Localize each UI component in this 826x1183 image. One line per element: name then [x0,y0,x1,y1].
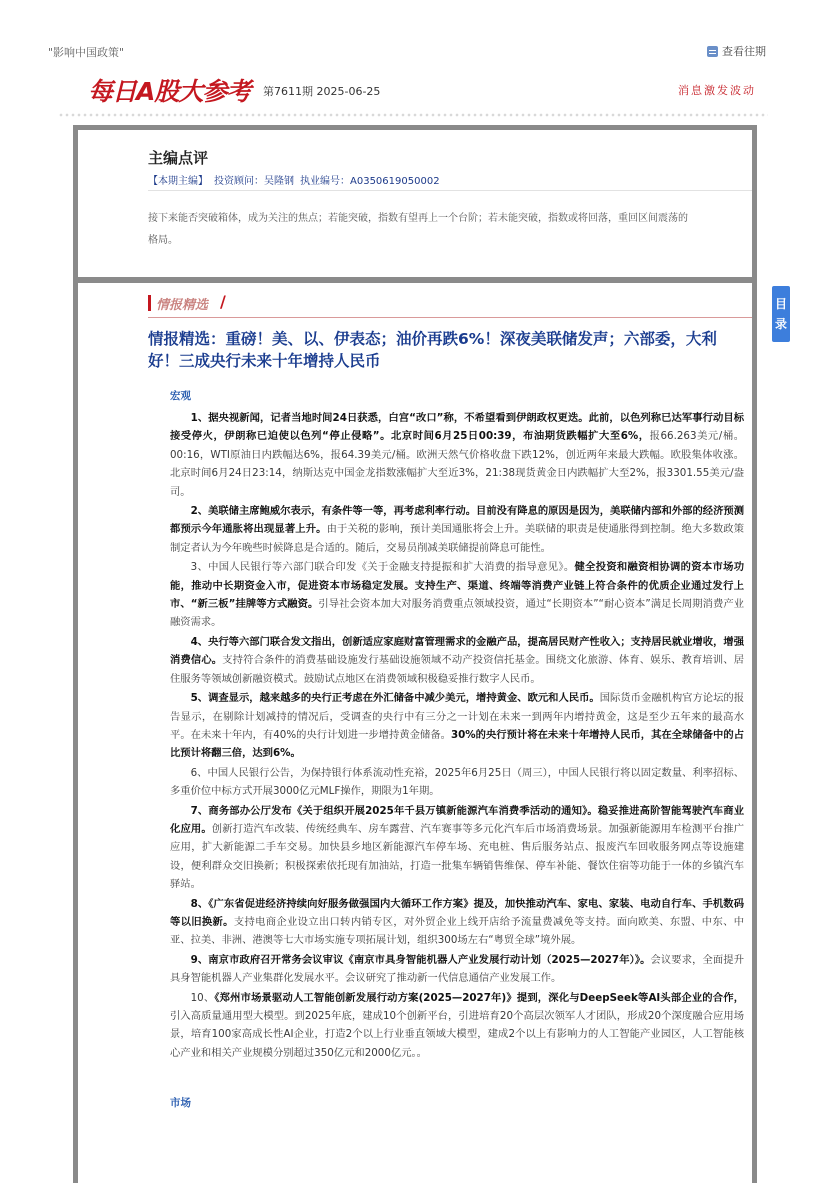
editorial-divider [148,190,752,191]
paragraph: 3、中国人民银行等六部门联合印发《关于金融支持提振和扩大消费的指导意见》。健全投资和融资相协调的资本市场功能，推动中长期资金入市，促进资本市场稳定发展。支持生产、渠道、终端等消费产业链上符合条件的优质企业通过发行上市、“新三板”挂牌等方式融资。引导社会资本加大对服务消费重点领域投资，通过“长期资本”“耐心资本”满足长周期消费产业融资需求。 [170,561,744,629]
paragraph: 5、调查显示，越来越多的央行正考虑在外汇储备中减少美元，增持黄金、欧元和人民币。国际货币金融机构官方论坛的报告显示，在剔除计划减持的情况后，受调查的央行中有三分之一计划在未来一到两年内增持黄金，这是至少五年来的最高水平。在未来十年内，有40%的央行计划进一步增持黄金储备。30%的央行预计将在未来十年增持人民币，其在全球储备中的占比预计将翻三倍，达到6%。 [170,692,744,760]
slogan: 消息激发波动 [678,84,756,97]
news-box [73,278,757,1183]
section-slash: / [220,292,226,311]
dotted-divider [58,112,768,118]
toc-tab-char: 录 [774,317,787,331]
section-label: 情报精选 [156,298,209,313]
archive-link-label: 查看往期 [722,45,766,58]
issue-info: 第7611期 2025-06-25 [263,85,381,98]
section-header [148,292,752,316]
editorial-body: 接下来能否突破箱体，成为关注的焦点；若能突破，指数有望再上一个台阶；若未能突破，指数或将回落，重回区间震荡的格局。 [148,213,688,246]
subhead-market: 市场 [170,1097,191,1109]
section-divider [148,317,752,318]
paragraph: 6、中国人民银行公告，为保持银行体系流动性充裕，2025年6月25日（周三），中国人民银行将以固定数量、利率招标、多重价位中标方式开展3000亿元MLF操作，期限为1年期。 [170,766,744,798]
paragraph: 8、《广东省促进经济持续向好服务做强国内大循环工作方案》提及，加快推动汽车、家电、家装、电动自行车、手机数码等以旧换新。支持电商企业设立出口转内销专区，对外贸企业上线开店给予流量费减免等支持。面向欧美、东盟、中东、中亚、拉美、非洲、港澳等七大市场实施专项拓展计划，组织300场左右“粤贸全球”境外展。 [170,897,745,947]
archive-link[interactable] [707,43,766,59]
top-tag: "影响中国政策" [48,46,125,59]
paragraph: 9、南京市政府召开常务会议审议《南京市具身智能机器人产业发展行动计划（2025—2027年）》。会议要求，全面提升具身智能机器人产业集群化发展水平。会议研究了推动新一代信息通信产业发展工作。 [170,953,744,985]
section-marker [148,295,151,311]
editorial-box [73,125,757,282]
toc-tab-char: 目 [774,297,787,311]
paragraph: 7、商务部办公厅发布《关于组织开展2025年千县万镇新能源汽车消费季活动的通知》。稳妥推进高阶智能驾驶汽车商业化应用。创新打造汽车改装、传统经典车、房车露营、汽车赛事等多元化汽车后市场消费场景。加强新能源用车检测平台推广应用，扩大新能源二手车交易。加快县乡地区新能源汽车停车场、充电桩、售后服务站点、报废汽车回收服务网点等设施建设，便利群众交旧换新；积极探索依托现有加油站，打造一批集车辆销售维保、停车补能、餐饮住宿等功能于一体的乡镇汽车驿站。 [170,804,745,891]
editorial-title: 主编点评 [148,149,209,167]
advisor-name: 投资顾问：吴隆钢 [214,176,294,187]
paragraph: 2、美联储主席鲍威尔表示，有条件等一等，再考虑利率行动。目前没有降息的原因是因为，美联储内部和外部的经济预测都预示今年通胀将出现显著上升。由于关税的影响，预计美国通胀将会上升。美联储的职责是使通胀得到控制。绝大多数政策制定者认为今年晚些时候降息是合适的。随后，交易员削减美联储提前降息可能性。 [170,505,745,554]
editorial-meta [148,172,446,187]
paragraph: 1、据央视新闻，记者当地时间24日获悉，白宫“改口”称，不希望看到伊朗政权更迭。此前，以色列称已达军事行动目标接受停火，伊朗称已迫使以色列“停止侵略”。北京时间6月25日00:39，布油期货跌幅扩大至6%，报66.263美元/桶。00:16，WTI原油日内跌幅达6%，报64.39美元/桶。欧洲天然气价格收盘下跌12%，创近两年来最大跌幅。欧股集体收涨。北京时间6月24日23:14，纳斯达克中国金龙指数涨幅扩大至近3%，21:38现货黄金日内跌幅扩大至2%，报3301.55美元/盎司。 [170,412,744,498]
masthead [88,74,756,106]
paragraph: 10、《郑州市场景驱动人工智能创新发展行动方案(2025—2027年)》提到，深化与DeepSeek等AI头部企业的合作，引入高质量通用型大模型。到2025年底，建成10个创新平台，引进培育20个高层次领军人才团队，形成20个深度融合应用场景，培育100家高成长性AI企业，打造2个以上行业垂直领域大模型，建成2个以上有影响力的人工智能产业园区，人工智能核心产业和相关产业规模分别超过350亿元和2000亿元。。 [170,991,744,1059]
license-number: 执业编号：A0350619050002 [300,176,440,187]
calendar-icon [707,46,718,57]
article-body [170,409,744,1063]
toc-tab[interactable] [772,286,790,342]
logo: 每日A股大参考 [88,77,251,106]
editor-tag: 【本期主编】 [148,176,208,187]
headline: 情报精选：重磅！美、以、伊表态；油价再跌6%！深夜美联储发声；六部委，大利好！三成央行未来十年增持人民币 [148,330,717,370]
paragraph: 4、央行等六部门联合发文指出，创新适应家庭财富管理需求的金融产品，提高居民财产性收入；支持居民就业增收，增强消费信心。支持符合条件的消费基础设施发行基础设施领域不动产投资信托基金。围绕文化旅游、体育、娱乐、教育培训、居住服务等领域创新融资模式。鼓励试点地区在消费领域积极稳妥推行数字人民币。 [170,635,745,685]
subhead-macro: 宏观 [170,390,191,402]
